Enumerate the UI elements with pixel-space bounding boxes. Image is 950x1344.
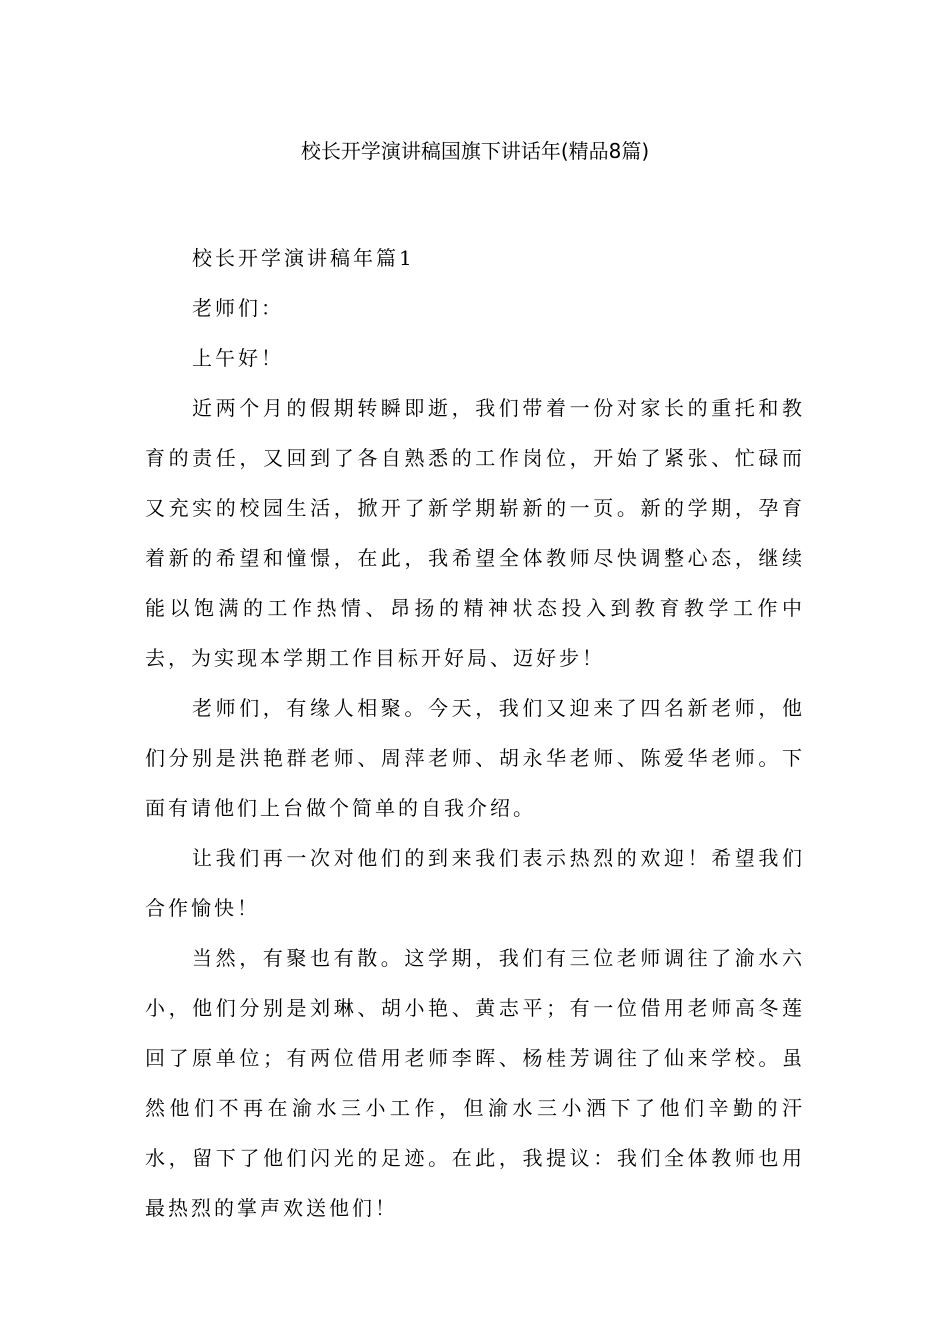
document-title: 校长开学演讲稿国旗下讲话年(精品8篇)	[300, 139, 650, 163]
body-paragraph: 当然，有聚也有散。这学期，我们有三位老师调往了渝水六小，他们分别是刘琳、胡小艳、黄志平；有一位借用老师高冬莲回了原单位；有两位借用老师李晖、杨桂芳调往了仙来学校。虽然他们不再在渝水三小工作，但渝水三小洒下了他们辛勤的汗水，留下了他们闪光的足迹。在此，我提议：我们全体教师也用最热烈的掌声欢送他们！	[145, 946, 805, 1220]
body-paragraph: 让我们再一次对他们的到来我们表示热烈的欢迎！希望我们合作愉快！	[145, 846, 805, 920]
document-body	[145, 233, 805, 1233]
salutation: 老师们：	[192, 296, 284, 320]
section-heading: 校长开学演讲稿年篇1	[192, 246, 415, 270]
body-paragraph: 老师们，有缘人相聚。今天，我们又迎来了四名新老师，他们分别是洪艳群老师、周萍老师、胡永华老师、陈爱华老师。下面有请他们上台做个简单的自我介绍。	[145, 696, 805, 820]
body-paragraph: 近两个月的假期转瞬即逝，我们带着一份对家长的重托和教育的责任，又回到了各自熟悉的工作岗位，开始了紧张、忙碌而又充实的校园生活，掀开了新学期崭新的一页。新的学期，孕育着新的希望和憧憬，在此，我希望全体教师尽快调整心态，继续能以饱满的工作热情、昂扬的精神状态投入到教育教学工作中去，为实现本学期工作目标开好局、迈好步！	[145, 396, 805, 670]
greeting: 上午好！	[192, 346, 284, 370]
